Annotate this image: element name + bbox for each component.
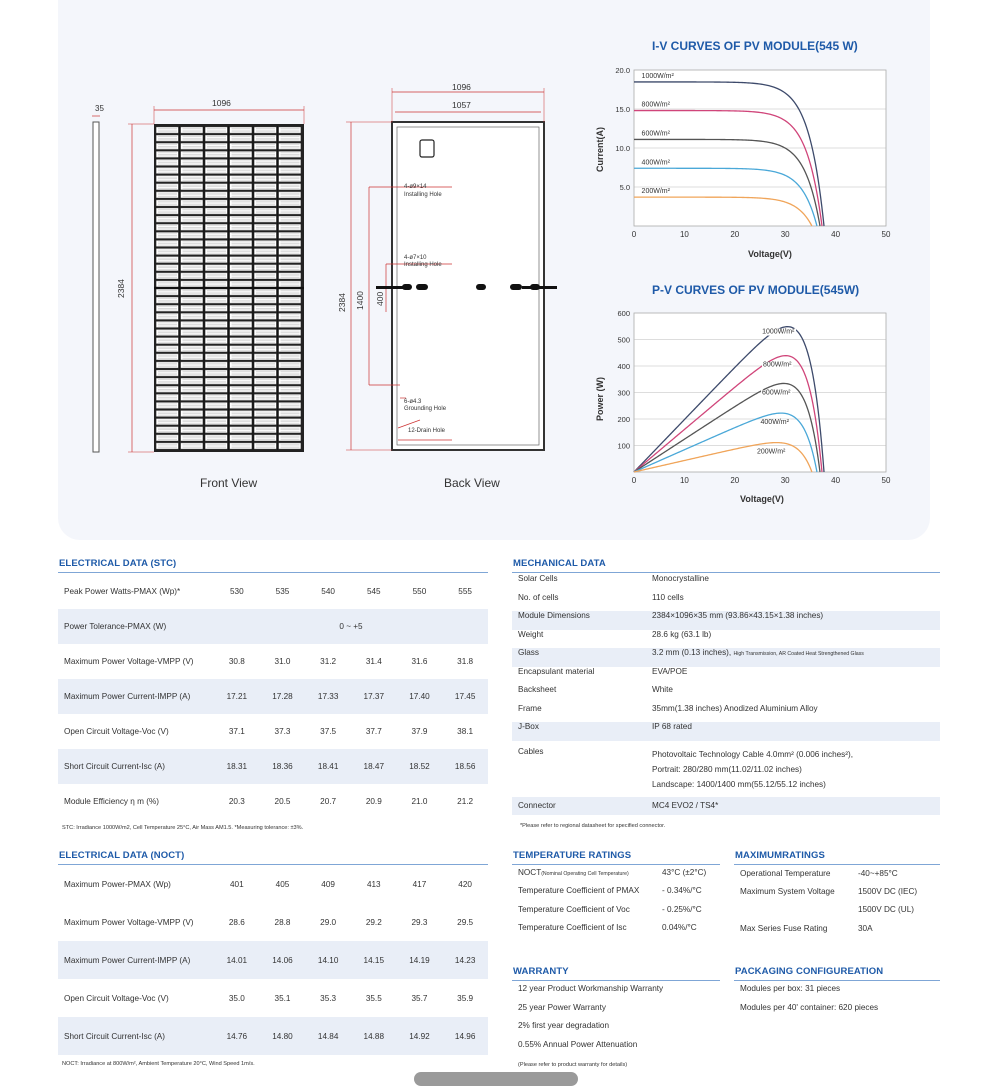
table-cell: 37.9 xyxy=(411,727,428,736)
noct-note: NOCT: Irradiance at 800W/m², Ambient Temperature 20°C, Wind Speed 1m/s. xyxy=(62,1061,255,1067)
y-tick-label: 5.0 xyxy=(619,183,630,192)
table-cell: 14.01 xyxy=(214,941,260,979)
y-tick-label: 600 xyxy=(617,309,630,318)
mech-value: Monocrystalline xyxy=(652,574,709,583)
back-view-label: Back View xyxy=(444,476,500,490)
max-label: Max Series Fuse Rating xyxy=(740,924,828,933)
cable-landscape: Landscape: 1400/1400 mm(55.12/55.12 inches) xyxy=(652,779,826,789)
list-item: 2% first year degradation xyxy=(518,1021,610,1030)
y-tick-label: 20.0 xyxy=(615,66,630,75)
table-row xyxy=(512,741,940,797)
max-value: 1500V DC (UL) xyxy=(858,905,914,914)
table-cell: 18.31 xyxy=(214,749,260,784)
table-cell: 14.10 xyxy=(305,941,351,979)
mech-value: EVA/POE xyxy=(652,666,688,676)
x-tick-label: 0 xyxy=(631,230,637,239)
table-cell: 35.1 xyxy=(274,993,291,1003)
table-cell: 37.3 xyxy=(274,727,291,736)
max-label: Maximum System Voltage xyxy=(740,887,835,896)
back-view xyxy=(337,82,557,450)
noct-label: Maximum Power Voltage-VMPP (V) xyxy=(64,917,194,927)
y-tick-label: 100 xyxy=(617,441,630,451)
table-cell: 31.2 xyxy=(320,657,337,666)
temp-label: Temperature Coefficient of PMAX xyxy=(518,886,640,895)
table-row xyxy=(512,648,940,667)
table-cell: 17.33 xyxy=(305,679,351,714)
cable-portrait: Portrait: 280/280 mm(11.02/11.02 inches) xyxy=(652,764,802,774)
table-row xyxy=(58,1017,488,1055)
series-label: 600W/m² xyxy=(762,389,791,397)
table-row xyxy=(512,685,940,704)
temp-label-detail: (Nominal Operating Cell Temperature) xyxy=(541,871,629,877)
table-cell: 401 xyxy=(229,879,244,889)
table-cell: 14.19 xyxy=(397,941,443,979)
table-row xyxy=(58,609,488,644)
y-tick-label: 10.0 xyxy=(615,144,630,153)
callout-ground-b: Grounding Hole xyxy=(404,406,447,412)
table-cell: 17.45 xyxy=(442,679,488,714)
table-cell: 29.5 xyxy=(457,917,474,927)
table-cell: 20.7 xyxy=(320,797,337,806)
y-tick-label: 200 xyxy=(617,415,630,424)
mech-value xyxy=(646,741,940,797)
cable-spec: Photovoltaic Technology Cable 4.0mm² (0.006 inches²), xyxy=(652,749,853,759)
table-cell: 420 xyxy=(458,879,472,889)
table-row xyxy=(58,679,488,714)
mech-value: 35mm(1.38 inches) Anodized Aluminium Alloy xyxy=(652,703,818,713)
iv-chart-title: I-V CURVES OF PV MODULE(545 W) xyxy=(652,39,858,53)
table-cell: 18.56 xyxy=(442,749,488,784)
table-row xyxy=(58,749,488,784)
callout-install-1-b: Installing Hole xyxy=(404,192,442,198)
mech-value: 110 cells xyxy=(652,592,684,602)
noct-label: Open Circuit Voltage-Voc (V) xyxy=(64,993,169,1003)
table-cell: 530 xyxy=(229,586,244,596)
temp-label: Temperature Coefficient of Isc xyxy=(518,923,627,932)
iv-chart-ylabel: Current(A) xyxy=(595,127,605,172)
glass-detail: High Transmission, AR Coated Heat Strengthened Glass xyxy=(733,651,864,657)
table-cell: 14.23 xyxy=(442,941,488,979)
dim-1096-back: 1096 xyxy=(452,82,471,92)
y-tick-label: 400 xyxy=(617,362,630,371)
series-label: 1000W/m² xyxy=(641,72,674,80)
noct-label: Short Circuit Current-Isc (A) xyxy=(58,1017,214,1055)
table-cell: 30.8 xyxy=(228,657,245,666)
iv-chart-xlabel: Voltage(V) xyxy=(748,249,792,259)
temp-value: - 0.25%/°C xyxy=(662,905,702,914)
table-cell: 18.41 xyxy=(305,749,351,784)
x-tick-label: 30 xyxy=(780,230,790,239)
table-cell: 35.7 xyxy=(411,993,428,1003)
table-cell: 38.1 xyxy=(457,727,474,736)
dim-1057: 1057 xyxy=(452,100,471,110)
mech-value: IP 68 rated xyxy=(646,722,940,741)
list-item: 12 year Product Workmanship Warranty xyxy=(518,984,664,993)
table-row xyxy=(512,667,940,686)
table-cell: 18.52 xyxy=(397,749,443,784)
max-ratings-title: MAXIMUMRATINGS xyxy=(735,850,825,861)
pv-chart-xlabel: Voltage(V) xyxy=(740,494,784,504)
mech-label: Backsheet xyxy=(518,685,557,694)
warranty-note: (Please refer to product warranty for details) xyxy=(518,1062,628,1068)
temp-value: 43°C (±2°C) xyxy=(662,868,707,877)
noct-title: ELECTRICAL DATA (NOCT) xyxy=(59,850,185,861)
table-cell: 17.37 xyxy=(351,679,397,714)
table-cell: 28.6 xyxy=(228,917,245,927)
callout-drain: 12-Drain Hole xyxy=(408,428,446,434)
table-row xyxy=(512,611,940,630)
table-row xyxy=(58,714,488,749)
stc-title: ELECTRICAL DATA (STC) xyxy=(59,558,177,569)
table-cell: 21.0 xyxy=(411,797,428,806)
temp-value: 0.04%/°C xyxy=(662,923,697,932)
table-cell: 20.3 xyxy=(228,797,245,806)
mech-label: Glass xyxy=(512,648,646,667)
stc-label: Open Circuit Voltage-Voc (V) xyxy=(64,727,169,736)
stc-label: Peak Power Watts-PMAX (Wp)* xyxy=(64,586,181,596)
noct-label: Maximum Power Current-IMPP (A) xyxy=(58,941,214,979)
stc-label: Short Circuit Current-Isc (A) xyxy=(58,749,214,784)
noct-table xyxy=(58,865,488,1055)
table-cell: 21.2 xyxy=(457,797,474,806)
max-value: 30A xyxy=(858,924,873,933)
mechanical-note: *Please refer to regional datasheet for specified connector. xyxy=(520,823,666,829)
packaging-rule xyxy=(734,980,940,981)
x-tick-label: 0 xyxy=(631,476,637,485)
stc-label: Module Efficiency η m (%) xyxy=(64,797,159,806)
dim-2384-back: 2384 xyxy=(337,293,347,312)
list-item: Modules per box: 31 pieces xyxy=(740,984,841,993)
mech-label: J-Box xyxy=(512,722,646,741)
table-cell: 28.8 xyxy=(274,917,291,927)
series-label: 200W/m² xyxy=(756,448,786,456)
table-cell: 14.80 xyxy=(260,1017,306,1055)
temp-label: Temperature Coefficient of Voc xyxy=(518,905,630,914)
x-tick-label: 40 xyxy=(831,230,841,239)
mech-label: Encapsulant material xyxy=(518,666,595,676)
side-view xyxy=(92,104,104,452)
glass-value: 3.2 mm (0.13 inches), xyxy=(652,648,732,657)
mech-value: 2384×1096×35 mm (93.86×43.15×1.38 inches) xyxy=(646,611,940,630)
mechanical-title: MECHANICAL DATA xyxy=(513,558,606,569)
stc-label: Power Tolerance-PMAX (W) xyxy=(58,609,214,644)
series-label: 800W/m² xyxy=(641,101,670,109)
y-tick-label: 500 xyxy=(617,335,630,345)
table-row xyxy=(512,722,940,741)
table-cell: 29.2 xyxy=(365,917,382,927)
series-label: 800W/m² xyxy=(763,361,792,369)
x-tick-label: 10 xyxy=(679,230,689,239)
x-tick-label: 20 xyxy=(730,476,740,485)
table-cell: 409 xyxy=(321,879,335,889)
dim-1400: 1400 xyxy=(355,291,365,310)
y-tick-label: 300 xyxy=(617,388,630,398)
table-cell: 35.5 xyxy=(365,993,382,1003)
table-cell: 20.9 xyxy=(365,797,382,806)
x-tick-label: 10 xyxy=(679,476,689,485)
series-label: 400W/m² xyxy=(641,159,670,167)
dim-2384-front: 2384 xyxy=(116,279,126,298)
pv-chart-ylabel: Power (W) xyxy=(595,377,605,421)
table-cell: 35.0 xyxy=(228,993,245,1003)
noct-label: Maximum Power-PMAX (Wp) xyxy=(64,879,171,889)
series-label: 200W/m² xyxy=(641,188,670,196)
temperature-rule xyxy=(512,864,720,865)
table-cell: 550 xyxy=(412,586,427,596)
mech-value: White xyxy=(652,685,673,694)
temp-value: - 0.34%/°C xyxy=(662,886,702,895)
table-row xyxy=(512,797,940,815)
table-cell: 14.96 xyxy=(442,1017,488,1055)
table-row xyxy=(58,903,488,941)
table-cell: 35.9 xyxy=(457,993,474,1003)
table-row xyxy=(58,573,488,609)
scrollbar[interactable] xyxy=(414,1072,578,1086)
table-cell: 405 xyxy=(275,879,290,889)
mech-value: MC4 EVO2 / TS4* xyxy=(646,797,940,815)
table-cell: 18.36 xyxy=(260,749,306,784)
stc-label: Maximum Power Current-IMPP (A) xyxy=(58,679,214,714)
table-cell: 18.47 xyxy=(351,749,397,784)
table-row xyxy=(58,979,488,1017)
max-label: Operational Temperature xyxy=(740,869,831,878)
table-cell: 540 xyxy=(321,586,335,596)
table-cell: 545 xyxy=(366,586,381,596)
table-cell: 17.28 xyxy=(260,679,306,714)
table-row xyxy=(58,941,488,979)
stc-table xyxy=(58,573,488,819)
max-value: -40~+85°C xyxy=(858,869,898,878)
table-cell: 14.84 xyxy=(305,1017,351,1055)
stc-label: Maximum Power Voltage-VMPP (V) xyxy=(64,657,194,666)
dim-400: 400 xyxy=(375,291,385,306)
table-cell: 20.5 xyxy=(274,797,291,806)
mech-value xyxy=(646,648,940,667)
temp-label: NOCT xyxy=(518,868,542,877)
table-cell: 555 xyxy=(458,586,472,596)
callout-install-2-b: Installing Hole xyxy=(404,262,442,268)
mech-label: Solar Cells xyxy=(518,574,558,583)
mech-label: Frame xyxy=(518,703,542,713)
table-row xyxy=(58,865,488,903)
table-cell: 417 xyxy=(412,879,427,889)
series-label: 400W/m² xyxy=(760,419,789,427)
max-value: 1500V DC (IEC) xyxy=(858,887,918,896)
mechanical-rule xyxy=(512,572,940,573)
mech-label: Module Dimensions xyxy=(512,611,646,630)
mech-label: Cables xyxy=(518,746,544,756)
table-cell: 37.5 xyxy=(320,727,337,736)
list-item: Modules per 40' container: 620 pieces xyxy=(740,1003,879,1012)
callout-ground-a: 6-ø4.3 xyxy=(404,399,422,405)
x-tick-label: 20 xyxy=(730,230,740,239)
mechanical-table xyxy=(512,574,940,815)
table-cell: 17.21 xyxy=(214,679,260,714)
table-cell: 31.0 xyxy=(274,657,291,666)
table-row xyxy=(58,784,488,819)
x-tick-label: 40 xyxy=(831,476,841,485)
front-view xyxy=(116,98,304,452)
table-row xyxy=(58,644,488,679)
mech-label: Weight xyxy=(518,629,544,639)
list-item: 0.55% Annual Power Attenuation xyxy=(518,1040,638,1049)
y-tick-label: 15.0 xyxy=(615,105,630,114)
pv-chart-title: P-V CURVES OF PV MODULE(545W) xyxy=(652,283,860,297)
table-cell: 29.3 xyxy=(411,917,428,927)
max-ratings-rule xyxy=(734,864,940,865)
table-cell: 37.1 xyxy=(228,727,245,736)
x-tick-label: 50 xyxy=(881,230,891,239)
front-view-label: Front View xyxy=(200,476,258,490)
table-cell: 31.8 xyxy=(457,657,474,666)
table-cell: 31.4 xyxy=(365,657,382,666)
mech-label: No. of cells xyxy=(518,592,559,602)
table-cell: 31.6 xyxy=(411,657,428,666)
table-cell: 413 xyxy=(366,879,381,889)
list-item: 25 year Power Warranty xyxy=(518,1003,606,1012)
packaging-title: PACKAGING CONFIGUREATION xyxy=(735,966,884,977)
x-tick-label: 30 xyxy=(780,476,790,485)
table-cell: 14.92 xyxy=(397,1017,443,1055)
series-label: 600W/m² xyxy=(641,130,670,138)
table-row xyxy=(512,593,940,612)
table-cell: 14.15 xyxy=(351,941,397,979)
table-cell: 0 ~ +5 xyxy=(214,609,488,644)
temp-row xyxy=(518,868,629,877)
table-cell: 29.0 xyxy=(320,917,337,927)
callout-install-2-a: 4-ø7×10 xyxy=(404,255,427,261)
table-row xyxy=(512,630,940,649)
callout-install-1-a: 4-ø9×14 xyxy=(404,184,427,190)
dim-35: 35 xyxy=(95,104,104,113)
mech-label: Connector xyxy=(512,797,646,815)
table-cell: 14.06 xyxy=(260,941,306,979)
x-tick-label: 50 xyxy=(881,476,891,485)
pv-chart xyxy=(586,275,906,510)
table-row xyxy=(512,704,940,723)
warranty-rule xyxy=(512,980,720,981)
table-row xyxy=(512,574,940,593)
warranty-title: WARRANTY xyxy=(513,966,569,977)
iv-chart xyxy=(586,30,906,260)
table-cell: 14.76 xyxy=(214,1017,260,1055)
table-cell: 17.40 xyxy=(397,679,443,714)
table-cell: 37.7 xyxy=(365,727,382,736)
table-cell: 35.3 xyxy=(320,993,337,1003)
table-cell: 14.88 xyxy=(351,1017,397,1055)
table-cell: 535 xyxy=(275,586,290,596)
temperature-title: TEMPERATURE RATINGS xyxy=(513,850,632,861)
dim-1096-front: 1096 xyxy=(212,98,231,108)
module-drawings xyxy=(0,0,600,540)
stc-note: STC: Irradiance 1000W/m2, Cell Temperature 25°C, Air Mass AM1.5. *Measuring tolerance: ±3%. xyxy=(62,825,304,831)
mech-value: 28.6 kg (63.1 lb) xyxy=(652,629,712,639)
series-label: 1000W/m² xyxy=(762,328,795,336)
